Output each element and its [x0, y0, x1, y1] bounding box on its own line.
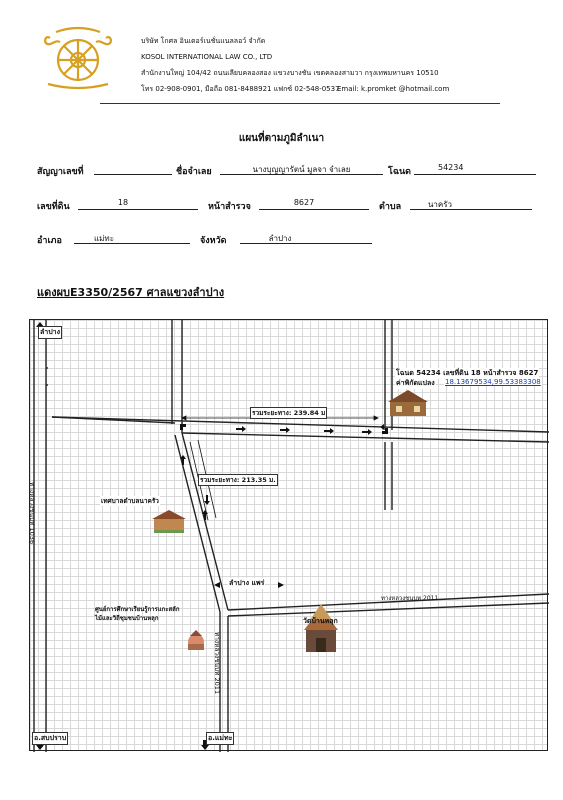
- temple-label: วัดบ้านหลุก: [303, 617, 338, 625]
- municipality-building-icon: [152, 510, 186, 533]
- diagonal-road-right-edge: [182, 433, 228, 610]
- municipality-label: เทศบาลตำบลนาครัว: [101, 497, 159, 505]
- hwy-1036-label: ทางหลวงชนบท 1036: [28, 482, 36, 545]
- subdistrict-label: ตำบล: [379, 202, 402, 212]
- company-address: สำนักงานใหญ่ 104/42 ถนนเลียบคลองสอง แขวงบางชัน เขตคลองสามวา กรุงเทพมหานคร 10510: [141, 69, 439, 77]
- deed-info-label: โฉนด 54234 เลขที่ดิน 18 หน้าสำรวจ 8627: [396, 369, 539, 377]
- province-label: จังหวัด: [200, 236, 227, 246]
- debtor-name-label: ชื่อจำเลย: [176, 167, 212, 177]
- case-heading: แดงผบE3350/2567 ศาลแขวงลำปาง: [37, 286, 225, 299]
- company-email: Email: k.promket @hotmail.com: [337, 85, 450, 93]
- contract-underline: [94, 174, 172, 175]
- coords-link[interactable]: 18.13679534,99.53383308: [445, 378, 541, 386]
- maetha-label: อ.แม่ทะ: [206, 732, 234, 745]
- contract-number-label: สัญญาเลขที่: [37, 167, 84, 177]
- survey-page-value: 8627: [293, 198, 315, 207]
- province-underline: [240, 243, 372, 244]
- distance-1-label: รวมระยะทาง: 239.84 ม: [252, 409, 326, 417]
- hwy-2011-vertical-label: ทางหลวงชนบท 2011: [213, 632, 221, 695]
- subdistrict-value: นาครัว: [427, 200, 453, 209]
- survey-page-underline: [259, 209, 369, 210]
- land-number-label: เลขที่ดิน: [37, 202, 70, 212]
- debtor-underline: [220, 174, 383, 175]
- learning-center-label-2: ไม้และวิถีชุมชนบ้านหลุก: [95, 615, 159, 622]
- distance-2-label: รวมระยะทาง: 213.35 ม.: [200, 476, 276, 484]
- company-thai-name: บริษัท โกศล อินเตอร์เนชั่นแนลลอว์ จำกัด: [141, 37, 266, 45]
- hwy-2011-bottom-edge: [228, 603, 549, 616]
- learning-center-label-1: ศูนย์การศึกษาเรียนรู้การแกะสลัก: [95, 606, 180, 613]
- sopprap-label: อ.สบปราบ: [32, 732, 68, 745]
- district-value: แม่ทะ: [94, 234, 114, 243]
- lampang-top-label: ลำปาง: [38, 326, 62, 339]
- letterhead-divider: [100, 103, 500, 104]
- company-english-name: KOSOL INTERNATIONAL LAW CO., LTD: [141, 53, 273, 61]
- deed-underline: [414, 174, 536, 175]
- district-underline: [74, 243, 190, 244]
- subdistrict-underline: [410, 209, 532, 210]
- deed-label: โฉนด: [388, 167, 411, 177]
- learning-center-icon: [188, 630, 204, 650]
- location-map: [29, 319, 548, 751]
- land-number-value: 18: [117, 198, 129, 207]
- debtor-name-value: นางบุญญารัตน์ มูลจา จำเลย: [252, 165, 351, 174]
- survey-page-label: หน้าสำรวจ: [208, 202, 251, 212]
- main-road-bottom-edge: [182, 433, 549, 442]
- main-road-top-edge: [52, 417, 549, 432]
- junction-label: ลำปาง แพร่: [229, 579, 265, 587]
- company-contact: โทร 02-908-0901, มือถือ 081-8488921 แฟกซ์ 02-548-0537: [141, 85, 340, 93]
- document-title: แผนที่ตามภูมิลำเนา: [238, 133, 325, 144]
- company-logo: [42, 28, 114, 90]
- hwy-2011-label: ทางหลวงชนบท 2011: [381, 595, 439, 602]
- deed-value: 54234: [438, 163, 464, 172]
- district-label: อำเภอ: [37, 236, 62, 246]
- province-value: ลำปาง: [268, 234, 292, 243]
- property-house-icon: [388, 390, 428, 416]
- coord-label: ค่าพิกัดแปลง: [396, 379, 435, 387]
- land-number-underline: [78, 209, 198, 210]
